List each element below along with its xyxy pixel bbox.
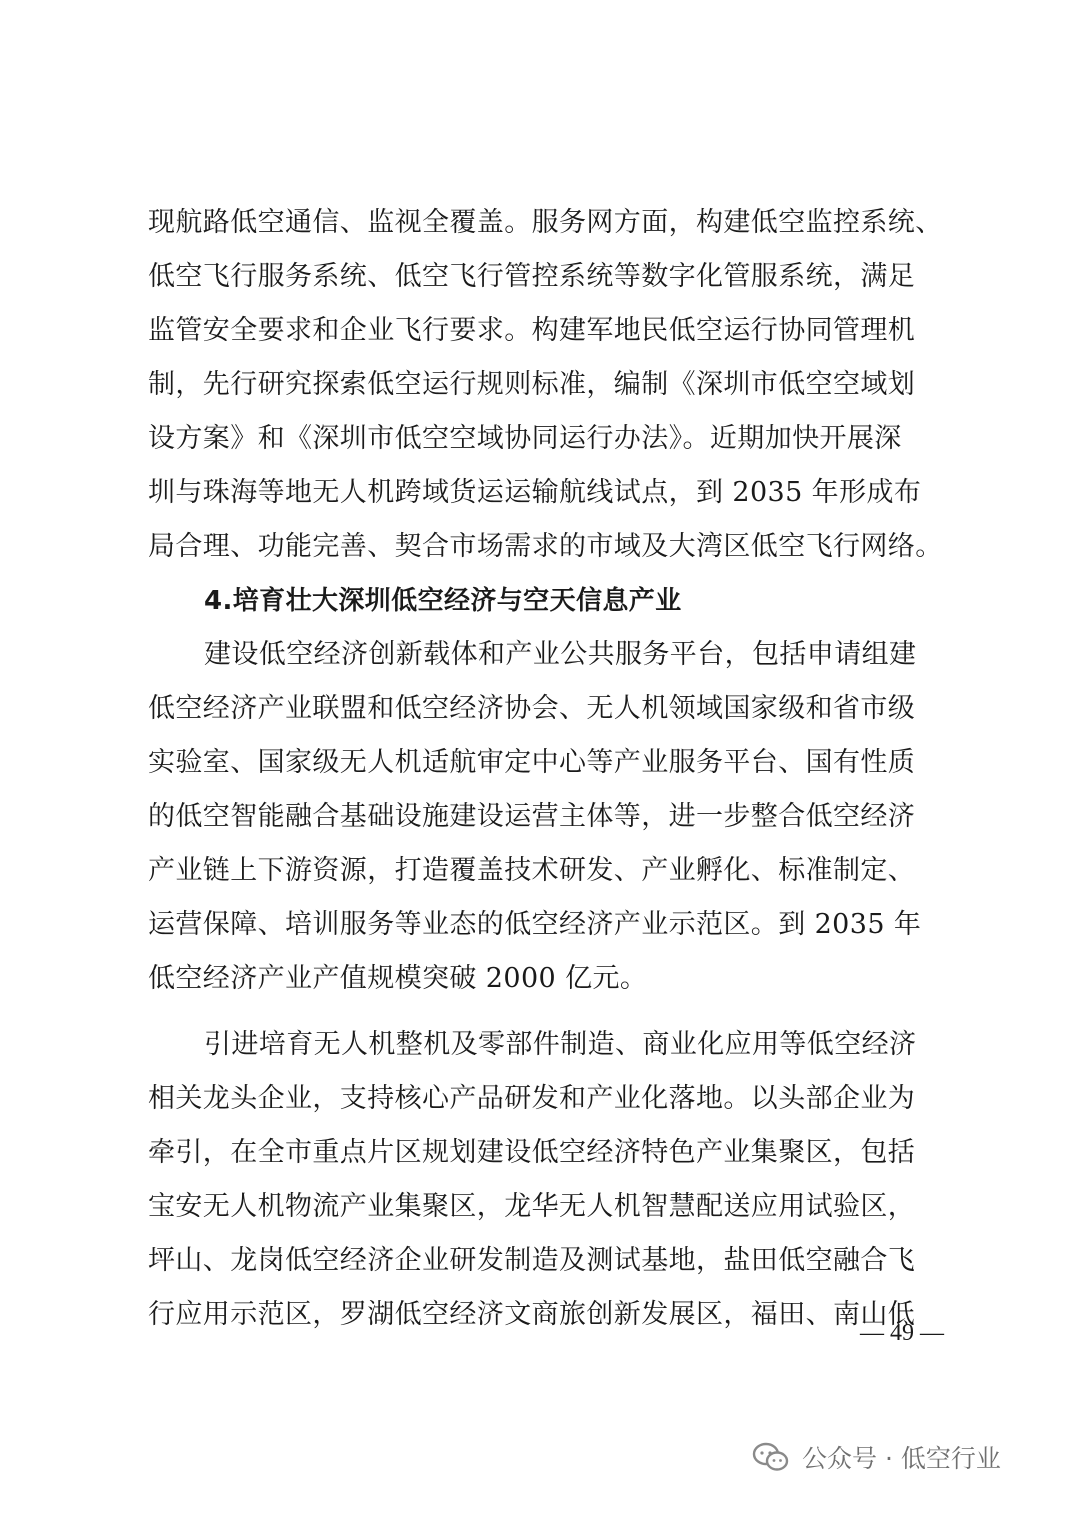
text-line: 制，先行研究探索低空运行规则标准，编制《深圳市低空空域划 xyxy=(148,369,916,400)
wechat-icon xyxy=(752,1442,790,1472)
text-line: 引进培育无人机整机及零部件制造、商业化应用等低空经济 xyxy=(204,1029,917,1060)
text-line: 建设低空经济创新载体和产业公共服务平台，包括申请组建 xyxy=(204,639,917,670)
text-line: 设方案》和《深圳市低空空域协同运行办法》。近期加快开展深 xyxy=(148,423,902,454)
text-line: 监管安全要求和企业飞行要求。构建军地民低空运行协同管理机 xyxy=(148,315,916,346)
text-line: 现航路低空通信、监视全覆盖。服务网方面，构建低空监控系统、 xyxy=(148,207,943,238)
page-number: — 49 — xyxy=(860,1320,944,1346)
text-line: 相关龙头企业，支持核心产品研发和产业化落地。以头部企业为 xyxy=(148,1083,916,1114)
watermark-text: 公众号 · 低空行业 xyxy=(802,1444,1001,1473)
text-line: 实验室、国家级无人机适航审定中心等产业服务平台、国有性质 xyxy=(148,747,916,778)
text-line: 运营保障、培训服务等业态的低空经济产业示范区。到 2035 年 xyxy=(148,909,922,940)
text-line: 牵引，在全市重点片区规划建设低空经济特色产业集聚区，包括 xyxy=(148,1137,916,1168)
text-line: 局合理、功能完善、契合市场需求的市域及大湾区低空飞行网络。 xyxy=(148,531,943,562)
section-heading: 4.培育壮大深圳低空经济与空天信息产业 xyxy=(204,586,682,616)
wechat-watermark xyxy=(752,1437,1001,1477)
text-line: 圳与珠海等地无人机跨域货运运输航线试点，到 2035 年形成布 xyxy=(148,477,922,508)
text-line: 产业链上下游资源，打造覆盖技术研发、产业孵化、标准制定、 xyxy=(148,855,916,886)
text-line: 低空经济产业产值规模突破 2000 亿元。 xyxy=(148,963,648,994)
paragraph-spacer xyxy=(148,1006,944,1018)
text-line: 的低空智能融合基础设施建设运营主体等，进一步整合低空经济 xyxy=(148,801,916,832)
paragraph-3 xyxy=(148,1018,944,1342)
text-line: 低空经济产业联盟和低空经济协会、无人机领域国家级和省市级 xyxy=(148,693,916,724)
text-line: 低空飞行服务系统、低空飞行管控系统等数字化管服系统，满足 xyxy=(148,261,916,292)
text-line: 行应用示范区，罗湖低空经济文商旅创新发展区，福田、南山低 xyxy=(148,1299,916,1330)
text-line: 坪山、龙岗低空经济企业研发制造及测试基地，盐田低空融合飞 xyxy=(148,1245,916,1276)
text-line: 宝安无人机物流产业集聚区，龙华无人机智慧配送应用试验区， xyxy=(148,1191,916,1222)
document-body xyxy=(148,196,944,1342)
paragraph-1 xyxy=(148,196,944,574)
paragraph-2 xyxy=(148,628,944,1006)
